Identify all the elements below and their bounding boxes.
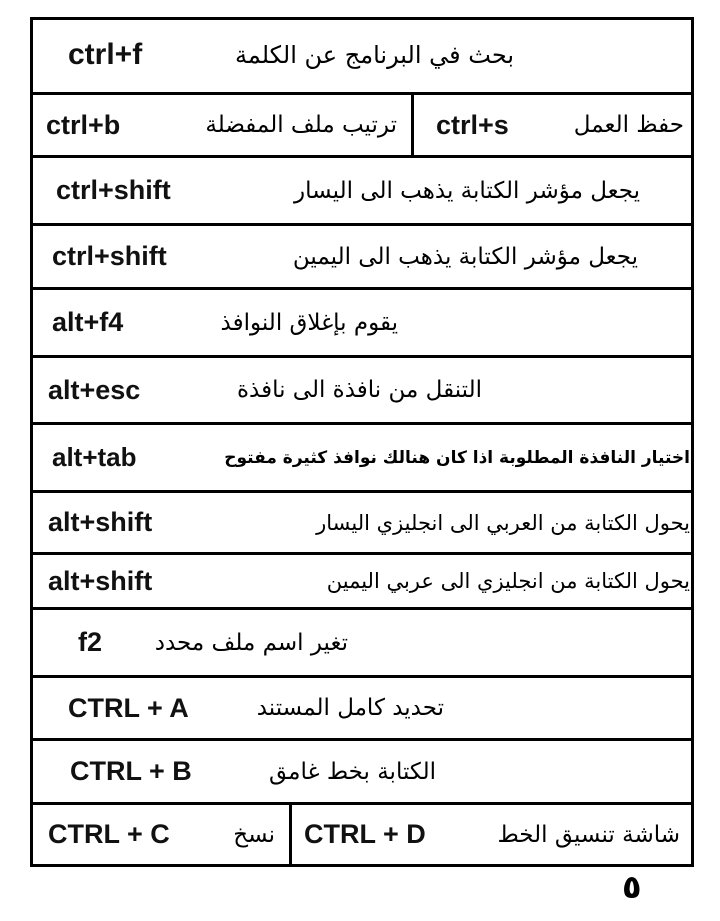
shortcut-key: ctrl+f — [68, 37, 143, 71]
shortcut-cell — [30, 493, 694, 552]
shortcut-cell-left — [30, 805, 289, 864]
shortcut-description: تغير اسم ملف محدد — [154, 629, 348, 656]
shortcut-key: alt+esc — [48, 374, 141, 405]
shortcut-description: يجعل مؤشر الكتابة يذهب الى اليمين — [292, 243, 638, 270]
shortcut-cell — [30, 678, 694, 738]
shortcut-cell-left — [30, 95, 411, 155]
shortcut-key: ctrl+s — [436, 109, 509, 140]
shortcut-description: يحول الكتابة من انجليزي الى عربي اليمين — [326, 569, 690, 593]
shortcut-key: f2 — [78, 627, 103, 657]
shortcut-description: شاشة تنسيق الخط — [497, 821, 680, 848]
shortcut-key: CTRL + C — [48, 819, 170, 849]
shortcut-cell — [30, 17, 694, 92]
shortcut-description: ترتيب ملف المفضلة — [205, 112, 397, 138]
table-row — [30, 678, 694, 741]
shortcut-key: CTRL + B — [70, 756, 192, 786]
table-row — [30, 95, 694, 158]
shortcut-description: يحول الكتابة من العربي الى انجليزي اليسار — [316, 510, 690, 535]
table-row — [30, 555, 694, 610]
shortcut-cell — [30, 290, 694, 355]
shortcut-description: التنقل من نافذة الى نافذة — [236, 377, 482, 403]
table-row — [30, 17, 694, 95]
shortcut-description: اختيار النافذة المطلوبة اذا كان هنالك نوافذ كثيرة مفتوح — [224, 447, 690, 468]
shortcut-cell — [30, 158, 694, 223]
shortcut-key: CTRL + D — [304, 819, 426, 849]
shortcut-description: حفظ العمل — [573, 112, 684, 138]
shortcut-cell — [30, 555, 694, 607]
table-row — [30, 425, 694, 493]
shortcut-description: الكتابة بخط غامق — [268, 758, 436, 785]
shortcut-key: ctrl+shift — [56, 175, 171, 205]
shortcut-cell-right — [289, 805, 694, 864]
shortcut-key: alt+tab — [52, 442, 137, 472]
shortcut-cell — [30, 741, 694, 802]
shortcut-cell — [30, 358, 694, 422]
page-number: ٥ — [622, 868, 642, 906]
shortcut-key: alt+shift — [48, 507, 153, 537]
shortcut-description: يقوم بإغلاق النوافذ — [220, 309, 398, 336]
shortcut-key: alt+shift — [48, 565, 153, 596]
table-row — [30, 493, 694, 555]
table-row — [30, 741, 694, 805]
shortcut-key: ctrl+b — [46, 109, 121, 140]
shortcut-cell — [30, 226, 694, 287]
table-row — [30, 358, 694, 425]
shortcut-description: نسخ — [233, 821, 275, 848]
shortcut-description: تحديد كامل المستند — [256, 695, 444, 721]
shortcut-cell — [30, 425, 694, 490]
table-row — [30, 290, 694, 358]
shortcut-key: ctrl+shift — [52, 241, 167, 271]
shortcut-cell-right — [411, 95, 694, 155]
shortcut-description: بحث في البرنامج عن الكلمة — [234, 40, 514, 69]
shortcut-key: alt+f4 — [52, 307, 124, 337]
shortcut-cell — [30, 610, 694, 675]
shortcut-description: يجعل مؤشر الكتابة يذهب الى اليسار — [294, 177, 640, 204]
table-row — [30, 226, 694, 290]
table-row — [30, 805, 694, 867]
table-row — [30, 610, 694, 678]
table-row — [30, 158, 694, 226]
shortcut-key: CTRL + A — [68, 692, 189, 723]
